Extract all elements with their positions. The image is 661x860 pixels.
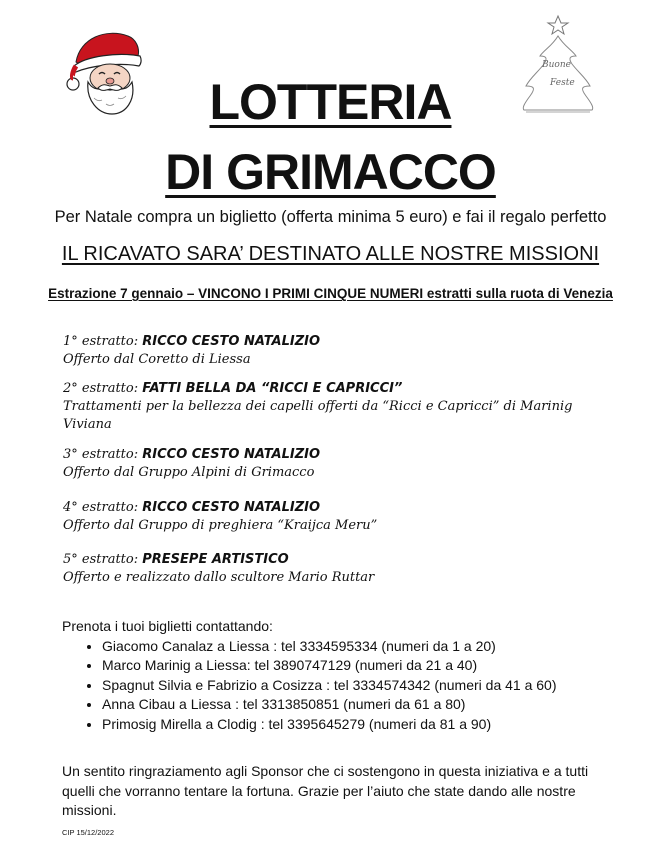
title-line-1: LOTTERIA	[209, 74, 452, 130]
contacts-section	[62, 617, 622, 734]
prize-3	[63, 446, 623, 482]
prize-5	[63, 551, 623, 587]
prize-name: RICCO CESTO NATALIZIO	[142, 334, 321, 349]
prize-detail: Trattamenti per la bellezza dei capelli offerti da “Ricci e Capricci” di Marinig Viviana	[63, 399, 573, 432]
cip-footer: CIP 15/12/2022	[62, 828, 114, 837]
subtitle: Per Natale compra un biglietto (offerta minima 5 euro) e fai il regalo perfetto	[54, 208, 607, 226]
ricavato-heading: IL RICAVATO SARA’ DESTINATO ALLE NOSTRE MISSIONI	[61, 243, 600, 265]
prize-detail: Offerto e realizzato dallo scultore Mario Ruttar	[63, 570, 375, 585]
prize-ordinal: 1° estratto:	[63, 334, 139, 349]
prize-4	[63, 499, 623, 535]
prize-name: RICCO CESTO NATALIZIO	[142, 447, 321, 462]
tree-text-feste: Feste	[550, 78, 575, 88]
prize-ordinal: 3° estratto:	[63, 447, 139, 462]
tree-text-buone: Buone	[542, 60, 571, 70]
prize-ordinal: 5° estratto:	[63, 552, 139, 567]
prize-name: PRESEPE ARTISTICO	[142, 552, 289, 567]
prize-name: RICCO CESTO NATALIZIO	[142, 500, 321, 515]
prize-detail: Offerto dal Coretto di Liessa	[63, 352, 251, 367]
contact-item: • Spagnut Silvia e Fabrizio a Cosizza : tel 3334574342 (numeri da 41 a 60)	[102, 676, 622, 696]
contact-item: • Anna Cibau a Liessa : tel 3313850851 (numeri da 61 a 80)	[102, 695, 622, 715]
estrazione-note: Estrazione 7 gennaio – VINCONO I PRIMI CINQUE NUMERI estratti sulla ruota di Venezia	[48, 286, 613, 301]
contact-item: • Primosig Mirella a Clodig : tel 3395645279 (numeri da 81 a 90)	[102, 715, 622, 735]
contacts-intro: Prenota i tuoi biglietti contattando:	[62, 618, 273, 634]
contact-item: • Giacomo Canalaz a Liessa : tel 3334595334 (numeri da 1 a 20)	[102, 637, 622, 657]
prize-ordinal: 2° estratto:	[63, 381, 139, 396]
prize-1	[63, 333, 623, 369]
thanks-paragraph: Un sentito ringraziamento agli Sponsor che ci sostengono in questa iniziativa e a tutti quelli che vorranno tentare la fortuna. Grazie per l’aiuto che state dando alle nostre missioni.	[62, 763, 589, 818]
contact-item: • Marco Marinig a Liessa: tel 3890747129 (numeri da 21 a 40)	[102, 656, 622, 676]
prize-2	[63, 380, 623, 434]
prize-detail: Offerto dal Gruppo Alpini di Grimacco	[63, 465, 315, 480]
title-line-2: DI GRIMACCO	[165, 144, 496, 200]
prize-detail: Offerto dal Gruppo di preghiera “Kraijca Meru”	[63, 518, 378, 533]
contacts-list	[62, 637, 622, 735]
prize-name: FATTI BELLA DA “RICCI E CAPRICCI”	[142, 381, 403, 396]
prize-ordinal: 4° estratto:	[63, 500, 139, 515]
